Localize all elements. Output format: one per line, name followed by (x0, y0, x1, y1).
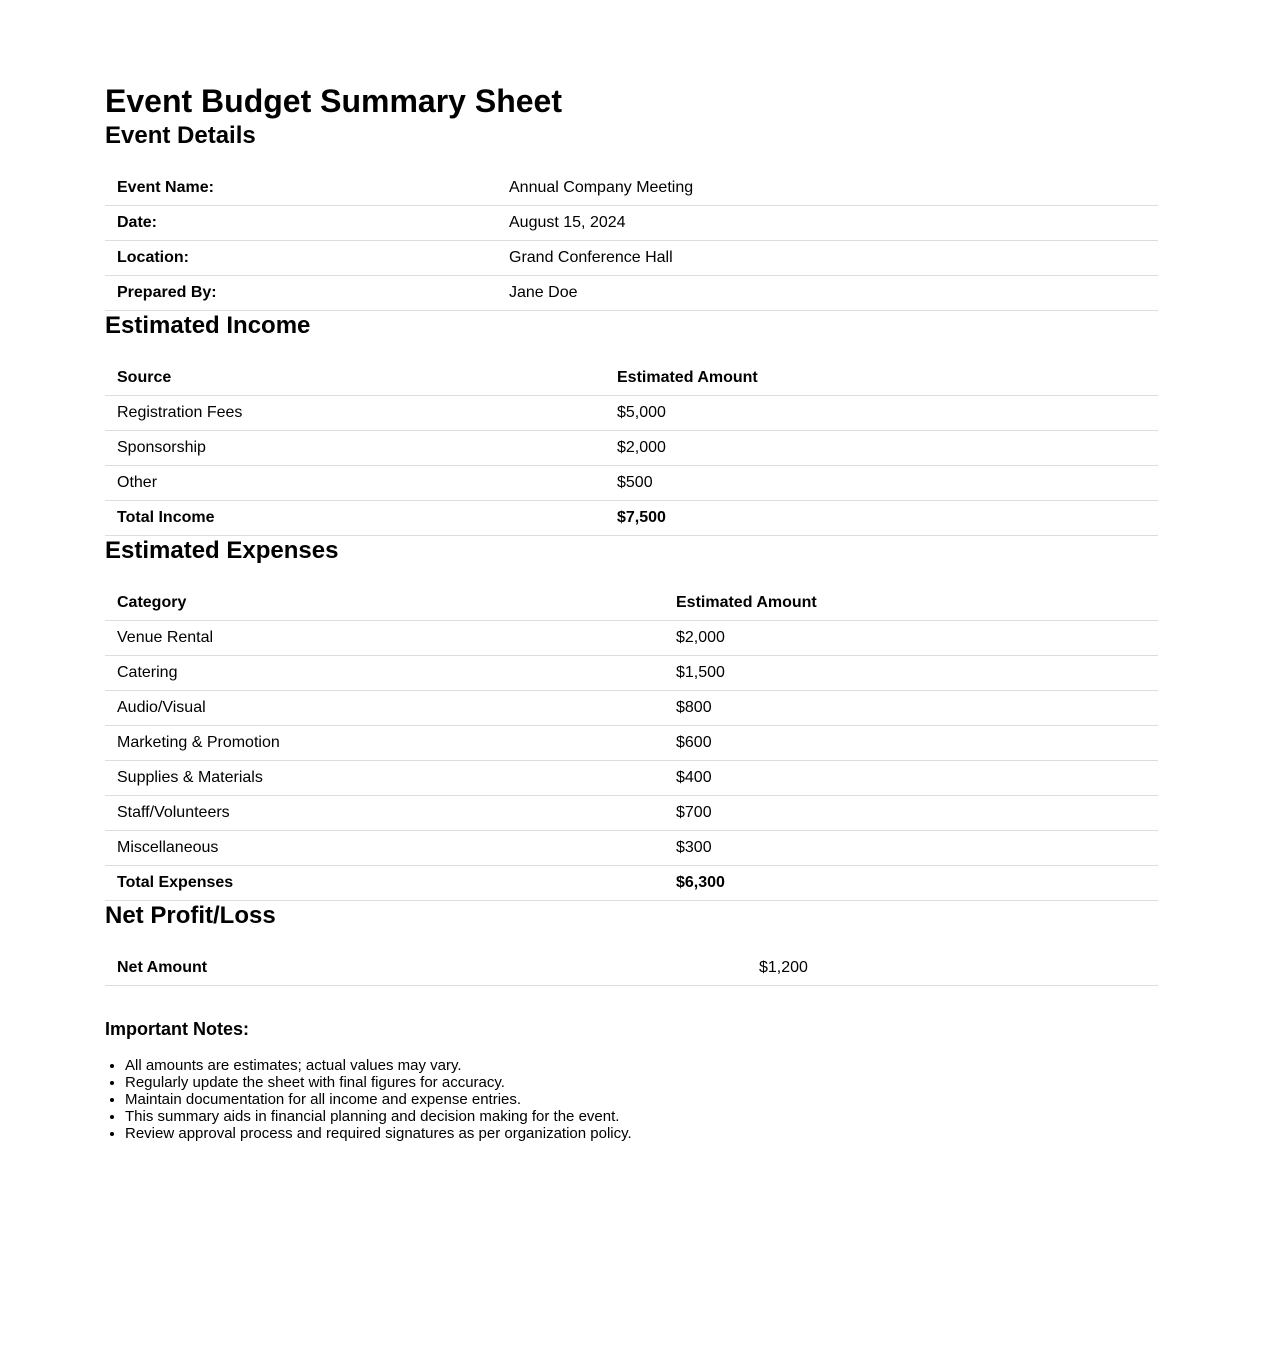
net-amount-label: Net Amount (105, 951, 747, 986)
detail-value: Jane Doe (497, 276, 1158, 311)
income-source: Registration Fees (105, 396, 605, 431)
total-income-amount: $7,500 (605, 501, 1158, 536)
detail-value: August 15, 2024 (497, 206, 1158, 241)
detail-label: Prepared By: (105, 276, 497, 311)
expense-category: Marketing & Promotion (105, 726, 664, 761)
table-header-row (105, 586, 1158, 621)
net-amount-value: $1,200 (747, 951, 1158, 986)
expense-category: Catering (105, 656, 664, 691)
expense-category: Audio/Visual (105, 691, 664, 726)
expense-amount: $2,000 (664, 621, 1158, 656)
expense-category: Venue Rental (105, 621, 664, 656)
table-row (105, 796, 1158, 831)
expense-amount: $1,500 (664, 656, 1158, 691)
expense-amount: $700 (664, 796, 1158, 831)
expense-category: Staff/Volunteers (105, 796, 664, 831)
event-details-table (105, 171, 1158, 311)
net-table (105, 951, 1158, 986)
income-amount: $2,000 (605, 431, 1158, 466)
total-expenses-row (105, 866, 1158, 901)
income-amount: $500 (605, 466, 1158, 501)
total-expenses-amount: $6,300 (664, 866, 1158, 901)
expense-amount: $400 (664, 761, 1158, 796)
table-row (105, 761, 1158, 796)
income-source: Other (105, 466, 605, 501)
list-item: • All amounts are estimates; actual values may vary. (125, 1057, 1158, 1074)
income-table (105, 361, 1158, 536)
page-title: Event Budget Summary Sheet (105, 83, 562, 119)
notes-list (105, 1057, 1158, 1142)
income-source: Sponsorship (105, 431, 605, 466)
table-row (105, 431, 1158, 466)
table-row (105, 276, 1158, 311)
list-item: • Regularly update the sheet with final figures for accuracy. (125, 1074, 1158, 1091)
expense-amount: $800 (664, 691, 1158, 726)
table-row (105, 621, 1158, 656)
total-expenses-label: Total Expenses (105, 866, 664, 901)
total-income-row (105, 501, 1158, 536)
expense-category: Supplies & Materials (105, 761, 664, 796)
table-row (105, 726, 1158, 761)
table-header-row (105, 361, 1158, 396)
table-row (105, 466, 1158, 501)
table-row (105, 691, 1158, 726)
column-header-category: Category (105, 586, 664, 621)
income-amount: $5,000 (605, 396, 1158, 431)
event-details-heading: Event Details (105, 122, 256, 149)
income-heading: Estimated Income (105, 312, 311, 339)
detail-label: Date: (105, 206, 497, 241)
column-header-source: Source (105, 361, 605, 396)
budget-document (105, 0, 1158, 1142)
column-header-amount: Estimated Amount (664, 586, 1158, 621)
expense-amount: $600 (664, 726, 1158, 761)
table-row (105, 171, 1158, 206)
table-row (105, 831, 1158, 866)
expenses-table (105, 586, 1158, 901)
list-item: • This summary aids in financial planning and decision making for the event. (125, 1108, 1158, 1125)
table-row (105, 396, 1158, 431)
table-row (105, 656, 1158, 691)
total-income-label: Total Income (105, 501, 605, 536)
list-item: • Maintain documentation for all income and expense entries. (125, 1091, 1158, 1108)
expense-amount: $300 (664, 831, 1158, 866)
detail-value: Annual Company Meeting (497, 171, 1158, 206)
list-item: • Review approval process and required signatures as per organization policy. (125, 1125, 1158, 1142)
detail-label: Event Name: (105, 171, 497, 206)
table-row (105, 241, 1158, 276)
expense-category: Miscellaneous (105, 831, 664, 866)
column-header-amount: Estimated Amount (605, 361, 1158, 396)
table-row (105, 206, 1158, 241)
detail-label: Location: (105, 241, 497, 276)
detail-value: Grand Conference Hall (497, 241, 1158, 276)
notes-heading: Important Notes: (105, 1019, 249, 1039)
net-heading: Net Profit/Loss (105, 902, 276, 929)
expenses-heading: Estimated Expenses (105, 537, 339, 564)
table-row (105, 951, 1158, 986)
